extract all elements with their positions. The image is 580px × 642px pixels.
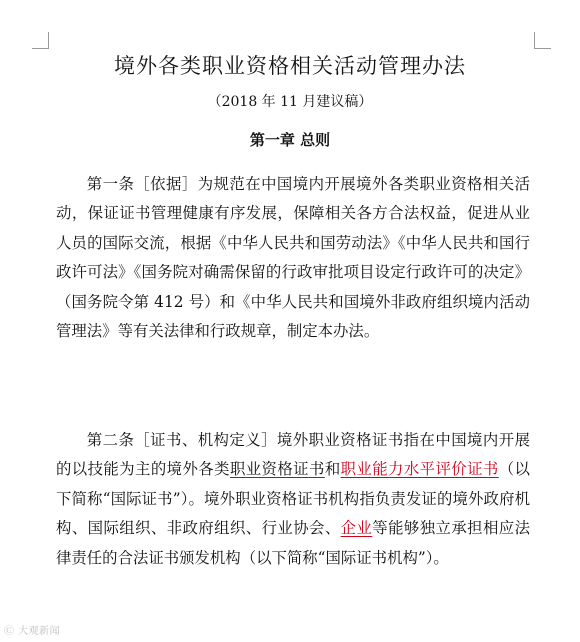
highlighted-term: 企业 (340, 519, 373, 538)
watermark: Ⓒ 大观新闻 (4, 626, 61, 637)
article-1-paragraph: 第一条［依据］为规范在中国境内开展境外各类职业资格相关活动，保证证书管理健康有序发展，保障相关各方合法权益，促进从业人员的国际交流，根据《中华人民共和国劳动法》《中华人民共和国行政许可法》《国务院对确需保留的行政审批项目设定行政许可的决定》（国务院令第 412 号）和《中华人民共和国境外非政府组织境内活动管理法》等有关法律和行政规章，制定本办法。 (56, 175, 530, 341)
margin-corner-mark (32, 32, 49, 49)
article-2-text: 和 (324, 460, 341, 479)
highlighted-term: 职业能力水平评价证书 (340, 460, 499, 479)
article-2-text: 等能够独立承担相应法律责任的合法证书颁发机构（以下简称“国际证书机构”）。 (56, 519, 530, 567)
article-2-text: 第二条［证书、机构定义］境外职业资格证书指在中国境内开展的以技能为主的境外各类 (56, 431, 530, 479)
document-subtitle: （2018 年 11 月建议稿） (207, 94, 373, 110)
underlined-term: 职业资格证书 (229, 460, 325, 479)
margin-corner-mark (534, 32, 551, 49)
article-2-paragraph (56, 426, 530, 573)
article-2-text: （以下简称“国际证书”）。境外职业资格证书机构指负责发证的境外政府机构、国际组织、非政府组织、行业协会、 (56, 460, 530, 538)
document-title: 境外各类职业资格相关活动管理办法 (114, 54, 466, 78)
chapter-heading: 第一章 总则 (249, 131, 331, 149)
